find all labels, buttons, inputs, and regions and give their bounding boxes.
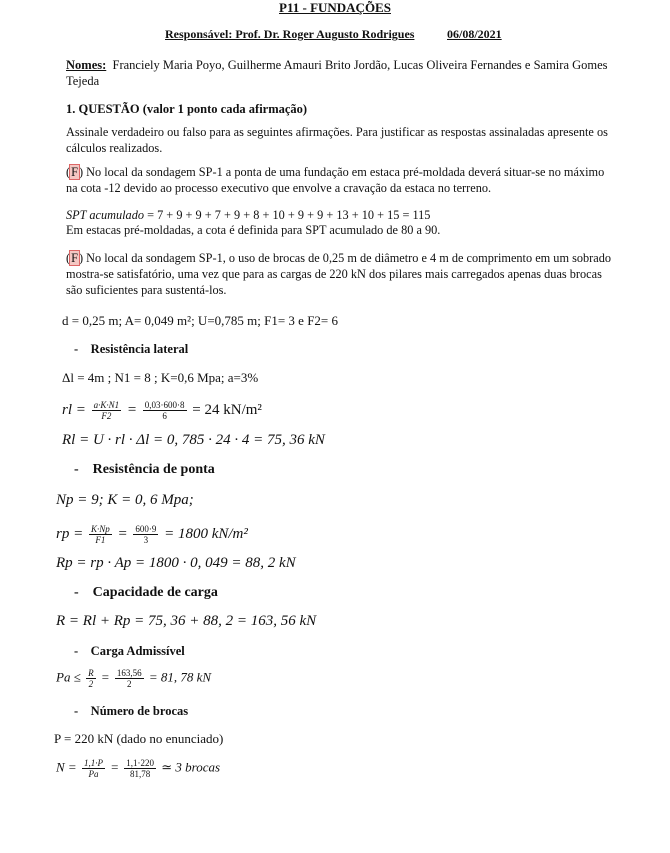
pa-equation bbox=[56, 668, 211, 689]
n-fraction-2: $\frac{1,1\cdot 220}{81,78}$ bbox=[126, 758, 154, 779]
statement-2-answer[interactable]: F bbox=[71, 251, 78, 265]
bullet-dash: - bbox=[74, 462, 79, 477]
R-equation: R = Rl + Rp = 75, 36 + 88, 2 = 163, 56 kN bbox=[56, 613, 317, 629]
statement-1 bbox=[66, 164, 614, 196]
n-fraction-1: $\frac{1,1\cdot P}{Pa}$ bbox=[83, 758, 103, 779]
bullet-dash: - bbox=[74, 644, 79, 658]
lateral-title: Resistência lateral bbox=[90, 342, 189, 356]
statement-1-answer[interactable]: F bbox=[71, 165, 78, 179]
rp-lhs: rp = bbox=[56, 525, 84, 542]
pa-lhs: Pa ≤ bbox=[56, 669, 81, 685]
rp-eq: = bbox=[117, 525, 128, 542]
brocas-section-heading bbox=[74, 704, 188, 719]
pa-result: = 81, 78 kN bbox=[148, 669, 212, 685]
spt-expression: = 7 + 9 + 9 + 7 + 9 + 8 + 10 + 9 + 9 + 13 + 10 + 15 = 115 bbox=[147, 208, 431, 222]
brocas-title: Número de brocas bbox=[90, 704, 189, 718]
names-block bbox=[66, 57, 611, 89]
statement-2 bbox=[66, 250, 614, 298]
tip-title: Resistência de ponta bbox=[92, 462, 215, 477]
capacity-title: Capacidade de carga bbox=[92, 585, 218, 600]
n-result: ≃ 3 brocas bbox=[161, 759, 221, 775]
rl-lhs: rl = bbox=[62, 401, 86, 418]
names-label: Nomes: bbox=[66, 58, 107, 72]
capacity-section-heading bbox=[74, 585, 218, 601]
n-eq: = bbox=[110, 759, 119, 775]
Rp-equation: Rp = rp · Ap = 1800 · 0, 049 = 88, 2 kN bbox=[56, 555, 296, 571]
spt-calculation bbox=[66, 207, 614, 223]
P-given: P = 220 kN (dado no enunciado) bbox=[54, 731, 224, 746]
admissible-title: Carga Admissível bbox=[90, 644, 185, 658]
N-equation bbox=[56, 758, 220, 779]
statement-1-open: ( bbox=[66, 165, 71, 179]
statement-2-open: ( bbox=[66, 251, 71, 265]
document-title: P11 - FUNDAÇÕES bbox=[279, 0, 391, 15]
tip-section-heading bbox=[74, 462, 215, 478]
pa-eq: = bbox=[100, 669, 110, 685]
rp-result: = 1800 kN/m² bbox=[164, 525, 248, 542]
n-lhs: N = bbox=[56, 759, 77, 775]
bullet-dash: - bbox=[74, 704, 79, 718]
document-date: 06/08/2021 bbox=[447, 27, 502, 41]
rl-equation bbox=[62, 400, 262, 421]
Rl-equation: Rl = U · rl · Δl = 0, 785 · 24 · 4 = 75, 36 kN bbox=[62, 432, 325, 448]
bullet-dash: - bbox=[74, 342, 79, 356]
question-instructions: Assinale verdadeiro ou falso para as seguintes afirmações. Para justificar as respostas assinaladas apresente os cálculos realizados. bbox=[66, 125, 608, 155]
given-values: d = 0,25 m; A= 0,049 m²; U=0,785 m; F1= 3 e F2= 6 bbox=[62, 313, 339, 328]
lateral-params: Δl = 4m ; N1 = 8 ; K=0,6 Mpa; a=3% bbox=[62, 370, 259, 385]
question-heading: 1. QUESTÃO (valor 1 ponto cada afirmação) bbox=[66, 102, 308, 116]
lateral-section-heading bbox=[74, 342, 188, 357]
rp-equation bbox=[56, 524, 248, 545]
bullet-dash: - bbox=[74, 585, 79, 600]
tip-params: Np = 9; K = 0, 6 Mpa; bbox=[56, 492, 194, 508]
pa-fraction-1: $\frac{R}{2}$ bbox=[88, 668, 94, 689]
names-value: Franciely Maria Poyo, Guilherme Amauri Brito Jordão, Lucas Oliveira Fernandes e Samira Gomes Tejeda bbox=[66, 58, 608, 88]
admissible-section-heading bbox=[74, 644, 185, 659]
rl-fraction-1: $\frac{a\cdot K\cdot N1}{F2}$ bbox=[93, 400, 120, 421]
statement-2-text: ) No local da sondagem SP-1, o uso de brocas de 0,25 m de diâmetro e 4 m de comprimento em um sobrado mostra-se satisfatório, uma vez que para as cargas de 220 kN dos pilares mais carregados apenas duas brocas são suficientes para sustentá-los. bbox=[66, 251, 612, 297]
rp-fraction-2: $\frac{600\cdot 9}{3}$ bbox=[135, 524, 157, 545]
statement-1-conclusion: Em estacas pré-moldadas, a cota é definida para SPT acumulado de 80 a 90. bbox=[66, 223, 441, 237]
rl-eq: = bbox=[126, 401, 138, 418]
responsible-line: Responsável: Prof. Dr. Roger Augusto Rodrigues bbox=[165, 27, 415, 41]
rp-fraction-1: $\frac{K\cdot Np}{F1}$ bbox=[90, 524, 110, 545]
spt-label: SPT acumulado bbox=[66, 208, 144, 222]
statement-1-text: ) No local da sondagem SP-1 a ponta de uma fundação em estaca pré-moldada deverá situar-se no máximo na cota -12 devido ao processo executivo que envolve a cravação da estaca no terreno. bbox=[66, 165, 605, 195]
rl-fraction-2: $\frac{0,03\cdot 600\cdot 8}{6}$ bbox=[144, 400, 185, 421]
rl-result: = 24 kN/m² bbox=[192, 401, 262, 418]
pa-fraction-2: $\frac{163,56}{2}$ bbox=[116, 668, 142, 689]
